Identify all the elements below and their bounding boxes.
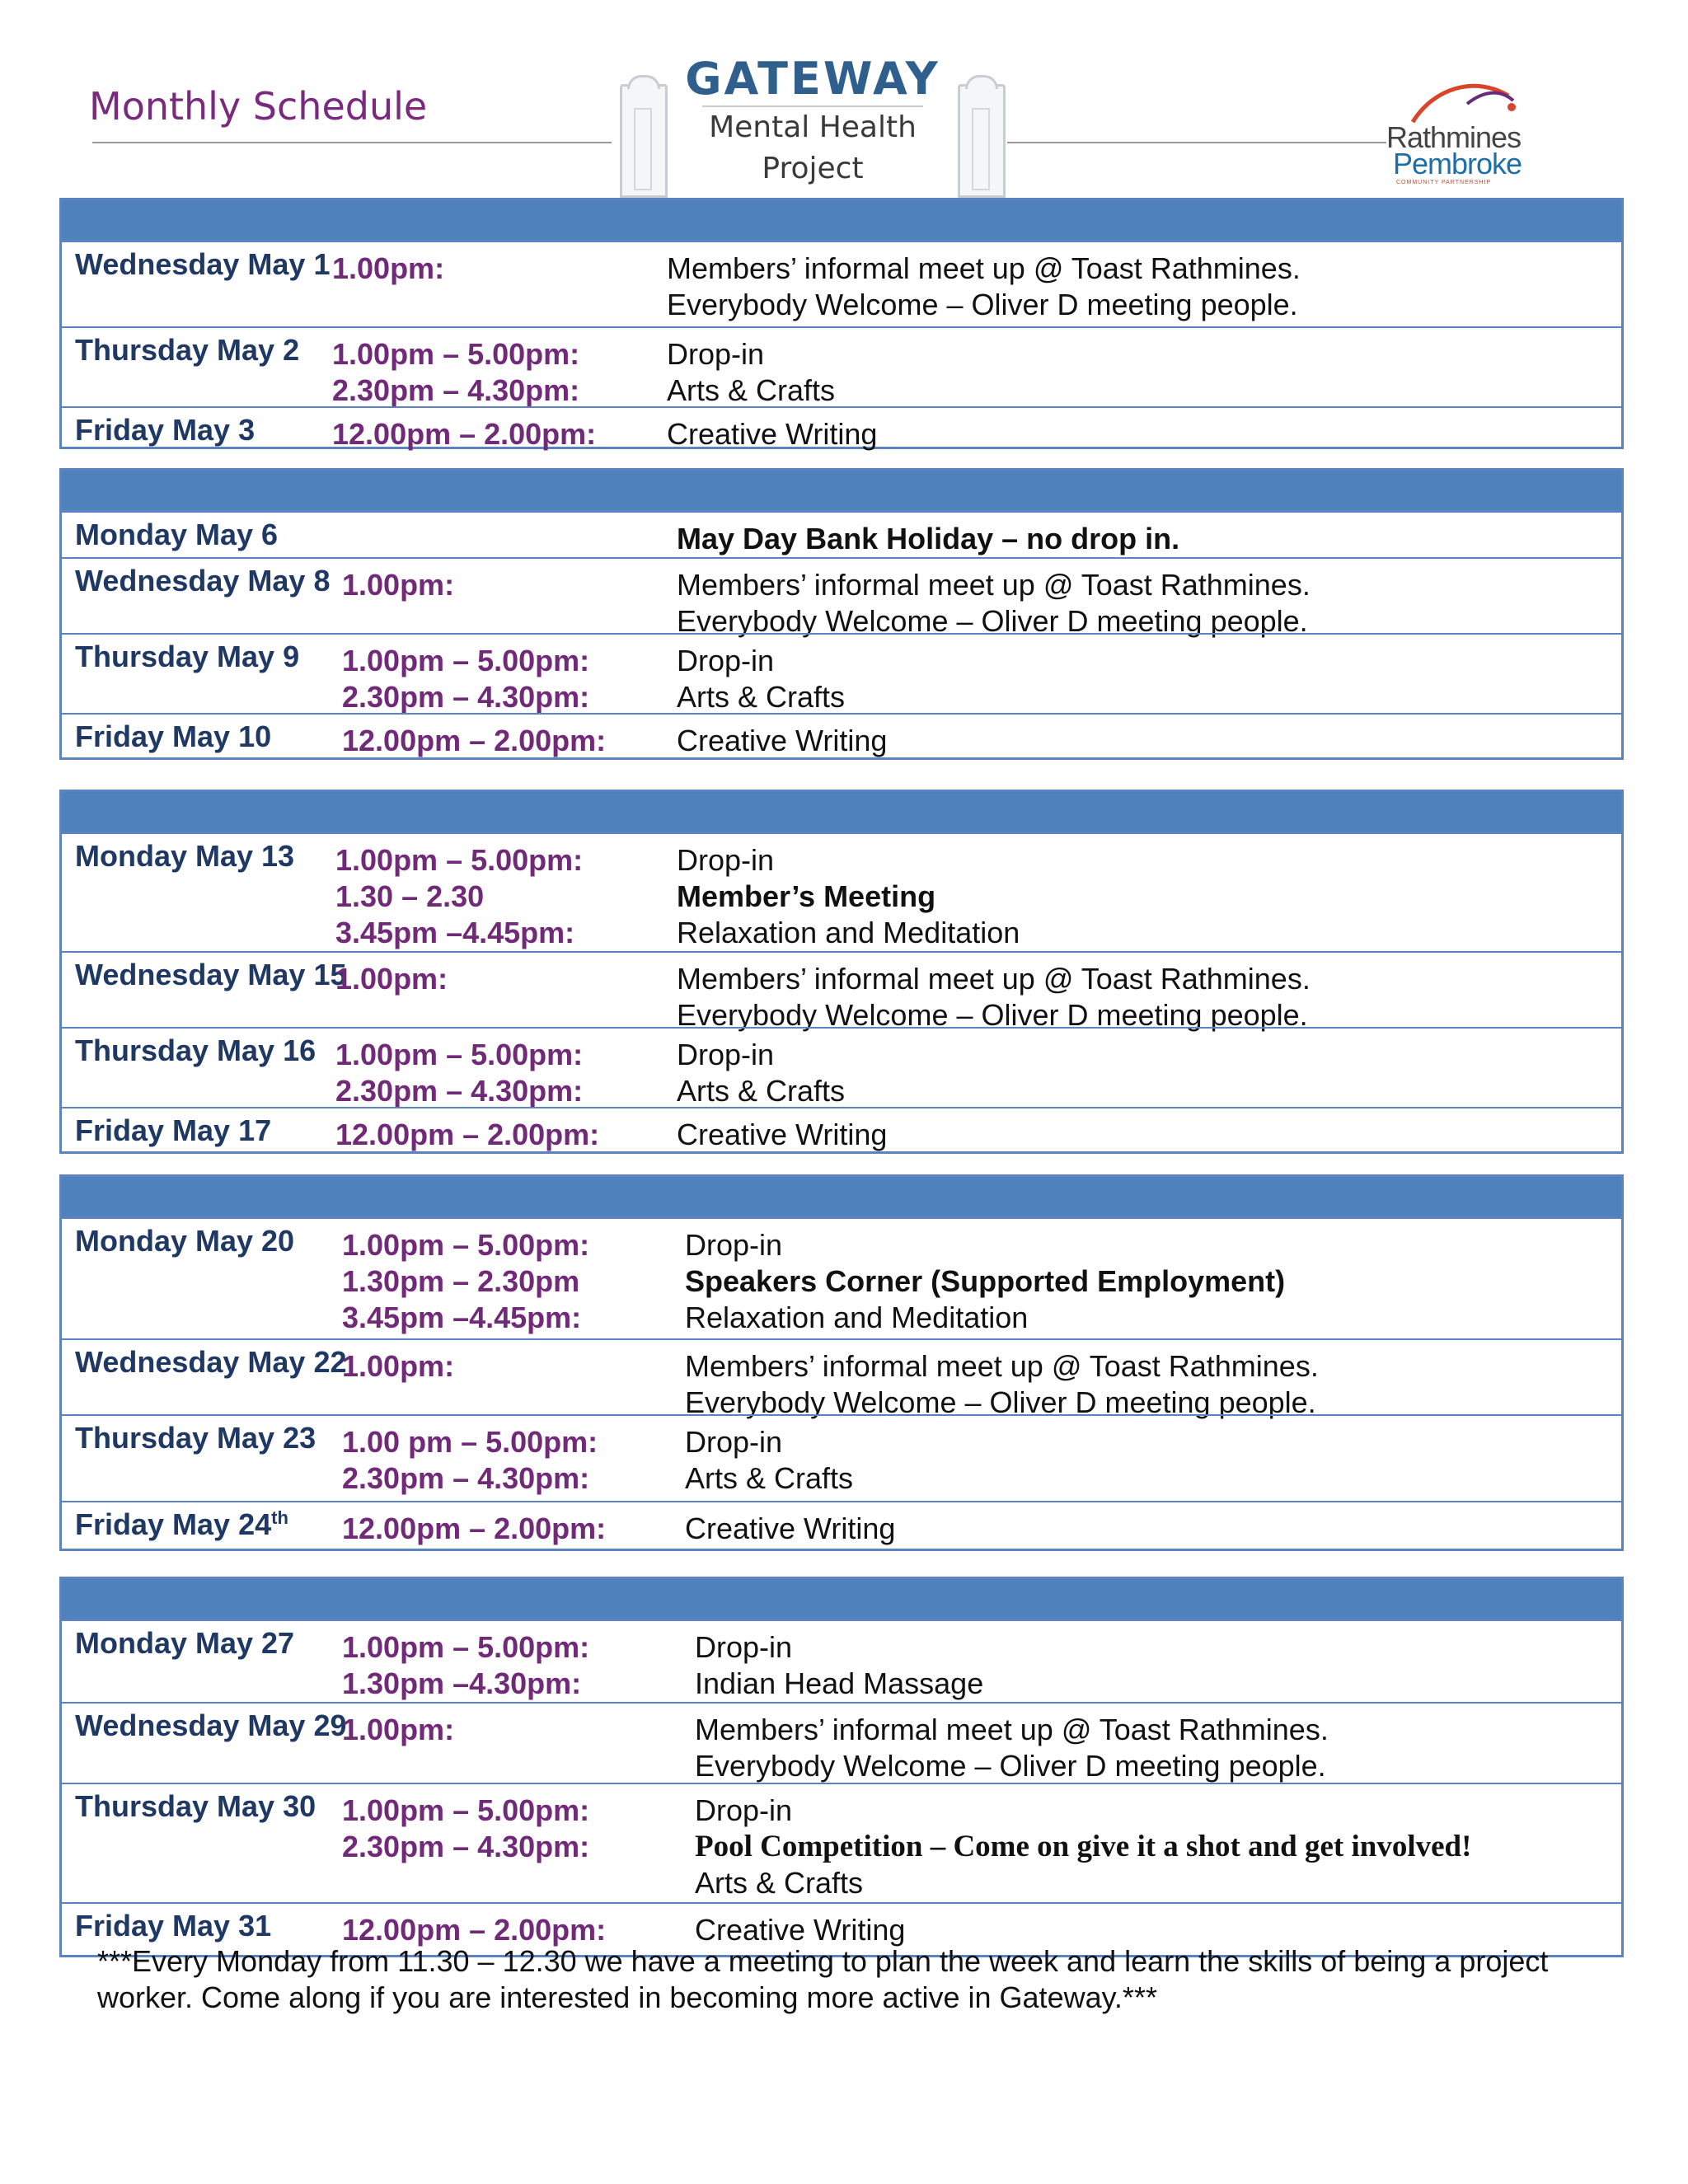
activity: Everybody Welcome – Oliver D meeting people.	[677, 998, 1308, 1032]
activity-column	[677, 842, 1020, 951]
activity: Drop-in	[685, 1228, 783, 1262]
time-column	[342, 643, 589, 715]
partner-logo-line1: Rathmines	[1386, 120, 1522, 154]
day-row	[62, 1702, 1621, 1783]
time-column	[335, 961, 448, 997]
footer-note: ***Every Monday from 11.30 – 12.30 we have a meeting to plan the week and learn the skills of being a project worker. Come along if you are interested in becoming more active in Gateway.***	[97, 1944, 1549, 2014]
day-label	[75, 640, 299, 674]
time-slot: 1.00pm:	[335, 962, 448, 996]
day-text: Monday May 20	[75, 1224, 295, 1258]
title-divider-left	[92, 142, 612, 143]
time-slot: 2.30pm – 4.30pm:	[335, 1074, 584, 1108]
day-row	[62, 1027, 1621, 1107]
day-text: Friday May 10	[75, 719, 272, 753]
activity-column	[677, 567, 1311, 640]
gateway-logo-line2: Project	[762, 152, 864, 185]
day-text: Thursday May 9	[75, 640, 300, 673]
day-text: Monday May 27	[75, 1626, 295, 1660]
activity: Members’ informal meet up @ Toast Rathmines.	[677, 568, 1311, 602]
time-slot: 12.00pm – 2.00pm:	[342, 1913, 607, 1947]
time-slot: 12.00pm – 2.00pm:	[342, 1511, 607, 1545]
activity: Arts & Crafts	[677, 1074, 846, 1108]
day-label	[75, 839, 294, 874]
day-text: Wednesday May 1	[75, 247, 331, 281]
time-column	[332, 416, 596, 452]
time-slot: 1.00pm:	[332, 251, 445, 285]
activity: Drop-in	[695, 1793, 793, 1827]
activity-column	[677, 961, 1311, 1033]
activity: Everybody Welcome – Oliver D meeting people.	[685, 1385, 1316, 1419]
day-text: Thursday May 30	[75, 1789, 316, 1823]
day-row	[62, 834, 1621, 951]
day-suffix: th	[271, 1507, 288, 1528]
activity-column	[677, 643, 845, 715]
activity: Members’ informal meet up @ Toast Rathmines.	[685, 1349, 1319, 1383]
activity: Arts & Crafts	[685, 1461, 854, 1495]
day-label	[75, 1909, 271, 1943]
time-slot: 2.30pm – 4.30pm:	[342, 1830, 590, 1863]
time-column	[342, 1629, 589, 1702]
time-slot: 1.00pm – 5.00pm:	[342, 1228, 590, 1262]
activity: Drop-in	[677, 843, 775, 877]
partner-logo-line3: COMMUNITY PARTNERSHIP	[1396, 180, 1492, 185]
day-text: Thursday May 2	[75, 333, 300, 367]
day-label	[75, 1033, 316, 1068]
time-slot: 3.45pm –4.45pm:	[342, 1301, 582, 1334]
time-slot: 12.00pm – 2.00pm:	[342, 724, 607, 757]
activity: Relaxation and Meditation	[677, 916, 1020, 949]
time-column	[342, 1511, 606, 1547]
day-row	[62, 951, 1621, 1032]
activity: Creative Writing	[685, 1511, 896, 1545]
activity-column	[685, 1227, 1285, 1336]
activity-column	[677, 521, 1179, 557]
activity-column	[677, 723, 887, 759]
activity-column	[667, 336, 835, 409]
day-text: Monday May 6	[75, 518, 279, 551]
day-row	[62, 1414, 1621, 1501]
day-text: Wednesday May 22	[75, 1345, 347, 1379]
day-text: Thursday May 16	[75, 1033, 316, 1067]
day-label	[75, 1224, 294, 1258]
activity: Arts & Crafts	[677, 680, 846, 714]
activity: Drop-in	[695, 1630, 793, 1664]
page-title: Monthly Schedule	[89, 84, 428, 129]
time-slot: 1.00pm – 5.00pm:	[342, 644, 590, 677]
day-label	[75, 247, 330, 282]
gateway-logo-name: GATEWAY	[685, 53, 940, 105]
activity-column	[685, 1511, 895, 1547]
day-row	[62, 513, 1621, 557]
day-row	[62, 633, 1621, 713]
activity: Drop-in	[685, 1425, 783, 1459]
time-slot: 3.45pm –4.45pm:	[335, 916, 575, 949]
activity: Creative Writing	[677, 1118, 888, 1151]
time-slot: 1.00pm:	[342, 1713, 455, 1746]
day-text: Monday May 13	[75, 839, 295, 873]
day-row	[62, 557, 1621, 638]
day-label	[75, 413, 255, 448]
partner-logo-line2: Pembroke	[1393, 147, 1522, 180]
week-header-band	[62, 1177, 1621, 1219]
week-table	[59, 468, 1624, 760]
day-label	[75, 1113, 271, 1148]
day-row	[62, 1107, 1621, 1151]
time-slot: 2.30pm – 4.30pm:	[332, 373, 580, 407]
day-label	[75, 1421, 316, 1455]
time-column	[342, 1348, 454, 1385]
activity: Members’ informal meet up @ Toast Rathmines.	[695, 1713, 1329, 1746]
time-slot: 2.30pm – 4.30pm:	[342, 1461, 590, 1495]
time-slot: 1.00pm – 5.00pm:	[335, 843, 584, 877]
day-label	[75, 1789, 316, 1824]
time-column	[342, 723, 606, 759]
day-label	[75, 719, 271, 754]
day-label	[75, 1708, 346, 1743]
time-column	[342, 1227, 589, 1336]
rathmines-pembroke-logo	[1386, 79, 1551, 186]
activity: Creative Writing	[677, 724, 888, 757]
time-slot: 1.30pm – 2.30pm	[342, 1264, 580, 1298]
time-column	[335, 1037, 583, 1109]
activity: Indian Head Massage	[695, 1666, 984, 1700]
activity-column	[695, 1793, 1471, 1901]
day-row	[62, 326, 1621, 406]
gateway-logo	[620, 51, 1006, 195]
activity: Arts & Crafts	[667, 373, 836, 407]
day-text: Thursday May 23	[75, 1421, 316, 1455]
day-row	[62, 1219, 1621, 1338]
time-slot: 1.30pm –4.30pm:	[342, 1666, 582, 1700]
activity: Arts & Crafts	[695, 1866, 864, 1900]
activity: Everybody Welcome – Oliver D meeting people.	[677, 604, 1308, 638]
time-slot: 2.30pm – 4.30pm:	[342, 680, 590, 714]
activity: Creative Writing	[695, 1913, 906, 1947]
week-table	[59, 790, 1624, 1154]
day-text: Friday May 31	[75, 1909, 272, 1943]
week-header-band	[62, 792, 1621, 834]
activity: May Day Bank Holiday – no drop in.	[677, 522, 1180, 555]
day-text: Friday May 3	[75, 413, 256, 447]
time-slot: 1.00pm – 5.00pm:	[342, 1793, 590, 1827]
activity-column	[677, 1037, 845, 1109]
title-divider-right	[1007, 142, 1386, 143]
week-header-band	[62, 471, 1621, 513]
day-label	[75, 518, 278, 552]
week-table	[59, 198, 1624, 449]
day-text: Wednesday May 15	[75, 958, 347, 991]
time-slot: 12.00pm – 2.00pm:	[332, 417, 597, 451]
time-slot: 1.30 – 2.30	[335, 879, 485, 913]
activity-column	[667, 416, 877, 452]
activity: Member’s Meeting	[677, 879, 936, 913]
day-label	[75, 1345, 346, 1380]
activity: Everybody Welcome – Oliver D meeting people.	[695, 1749, 1326, 1783]
day-row	[62, 713, 1621, 757]
day-label	[75, 1507, 288, 1542]
day-label	[75, 564, 330, 598]
activity-column	[677, 1117, 887, 1153]
time-column	[342, 1793, 589, 1865]
day-text: Wednesday May 8	[75, 564, 331, 598]
day-text: Friday May 24	[75, 1507, 272, 1541]
activity: Drop-in	[677, 644, 775, 677]
day-row	[62, 1501, 1621, 1549]
day-row	[62, 1338, 1621, 1419]
activity-column	[695, 1629, 983, 1702]
week-header-band	[62, 200, 1621, 242]
activity: Drop-in	[667, 337, 765, 371]
time-column	[332, 251, 444, 287]
activity: Relaxation and Meditation	[685, 1301, 1029, 1334]
activity: Members’ informal meet up @ Toast Rathmines.	[677, 962, 1311, 996]
activity: Members’ informal meet up @ Toast Rathmines.	[667, 251, 1301, 285]
week-header-band	[62, 1579, 1621, 1621]
time-column	[342, 1424, 598, 1497]
activity-column	[695, 1712, 1329, 1784]
activity: Creative Writing	[667, 417, 878, 451]
time-slot: 12.00pm – 2.00pm:	[335, 1118, 600, 1151]
day-label	[75, 333, 299, 368]
time-column	[342, 1712, 454, 1748]
activity: Drop-in	[677, 1038, 775, 1071]
day-text: Friday May 17	[75, 1113, 272, 1147]
day-label	[75, 958, 346, 992]
time-column	[342, 567, 454, 603]
activity: Speakers Corner (Supported Employment)	[685, 1264, 1286, 1298]
day-text: Wednesday May 29	[75, 1708, 347, 1742]
time-slot: 1.00 pm – 5.00pm:	[342, 1425, 598, 1459]
time-column	[335, 842, 583, 951]
activity-column	[685, 1424, 853, 1497]
activity: Pool Competition – Come on give it a shot and get involved!	[695, 1830, 1472, 1863]
time-column	[332, 336, 579, 409]
time-slot: 1.00pm:	[342, 1349, 455, 1383]
activity: Everybody Welcome – Oliver D meeting people.	[667, 288, 1298, 321]
week-table	[59, 1174, 1624, 1551]
day-label	[75, 1626, 294, 1661]
time-slot: 1.00pm – 5.00pm:	[332, 337, 580, 371]
day-row	[62, 1621, 1621, 1702]
gateway-logo-line1: Mental Health	[709, 110, 917, 144]
activity-column	[667, 251, 1301, 323]
time-column	[335, 1117, 599, 1153]
week-table	[59, 1577, 1624, 1957]
time-slot: 1.00pm:	[342, 568, 455, 602]
activity-column	[685, 1348, 1319, 1421]
day-row	[62, 406, 1621, 451]
gateway-logo-rule	[702, 105, 923, 107]
day-row	[62, 242, 1621, 326]
day-row	[62, 1783, 1621, 1902]
time-slot: 1.00pm – 5.00pm:	[335, 1038, 584, 1071]
time-slot: 1.00pm – 5.00pm:	[342, 1630, 590, 1664]
